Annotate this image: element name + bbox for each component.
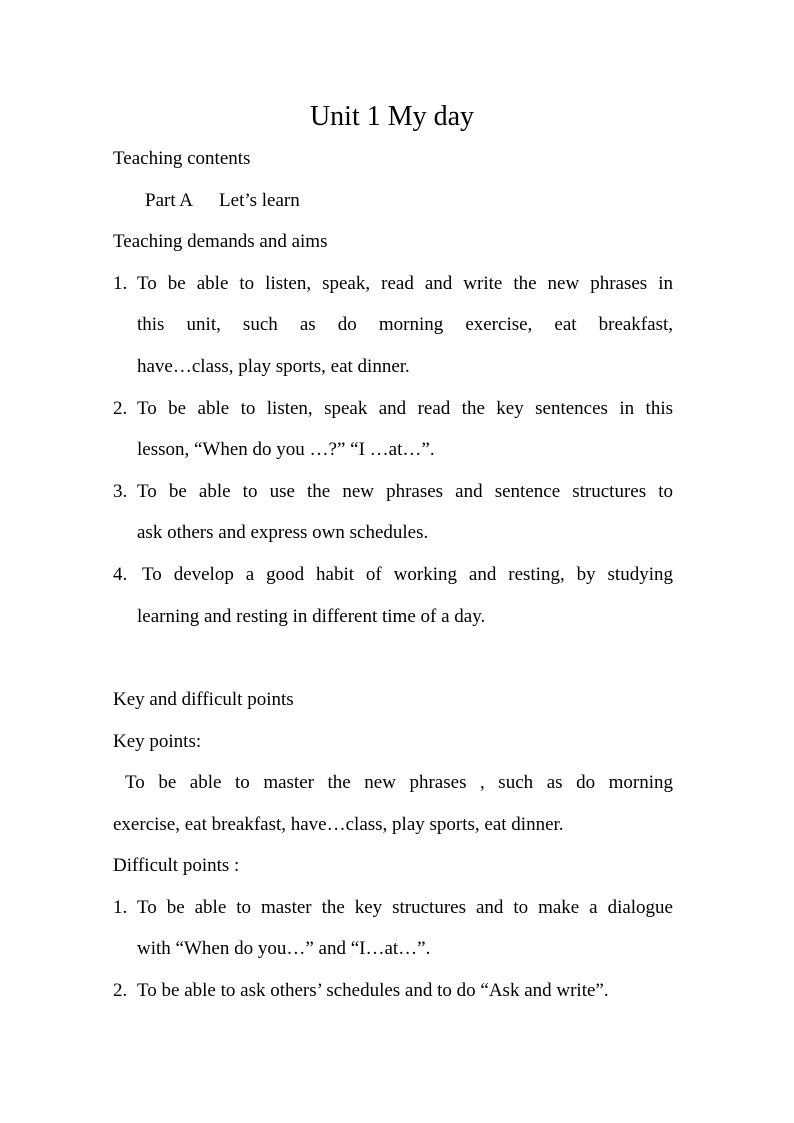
- demand-item-number: 1.: [113, 273, 128, 294]
- demand-item-line: To be able to use the new phrases and sentence structures to: [137, 481, 673, 502]
- difficult-item-number: 2.: [113, 980, 128, 1001]
- teaching-contents-heading: Teaching contents: [113, 148, 251, 169]
- key-difficult-heading: Key and difficult points: [113, 689, 294, 710]
- part-name: Part A: [145, 190, 194, 211]
- demand-item-line: learning and resting in different time of a day.: [137, 606, 486, 627]
- demand-item-line: ask others and express own schedules.: [137, 522, 429, 543]
- demand-item-line: To develop a good habit of working and resting, by studying: [142, 564, 673, 585]
- demand-item-line: To be able to listen, speak, read and write the new phrases in: [137, 273, 673, 294]
- demand-item-line: have…class, play sports, eat dinner.: [137, 356, 410, 377]
- demand-item-line: To be able to listen, speak and read the key sentences in this: [137, 398, 673, 419]
- key-points-line: exercise, eat breakfast, have…class, play sports, eat dinner.: [113, 814, 564, 835]
- difficult-points-label: Difficult points :: [113, 855, 240, 876]
- demand-item-line: this unit, such as do morning exercise, eat breakfast,: [137, 314, 673, 335]
- lesson-name: Let’s learn: [219, 190, 300, 211]
- difficult-item-line: To be able to ask others’ schedules and to do “Ask and write”.: [137, 980, 609, 1001]
- key-points-line: To be able to master the new phrases , such as do morning: [125, 772, 673, 793]
- difficult-item-number: 1.: [113, 897, 128, 918]
- difficult-item-line: To be able to master the key structures and to make a dialogue: [137, 897, 673, 918]
- demand-item-line: lesson, “When do you …?” “I …at…”.: [137, 439, 435, 460]
- part-label: [145, 188, 300, 214]
- key-points-label: Key points:: [113, 731, 202, 752]
- demand-item-number: 3.: [113, 481, 128, 502]
- difficult-item-line: with “When do you…” and “I…at…”.: [137, 938, 431, 959]
- demand-item-number: 4.: [113, 564, 128, 585]
- demand-item-number: 2.: [113, 398, 128, 419]
- demands-heading: Teaching demands and aims: [113, 231, 328, 252]
- page-title: Unit 1 My day: [309, 101, 475, 132]
